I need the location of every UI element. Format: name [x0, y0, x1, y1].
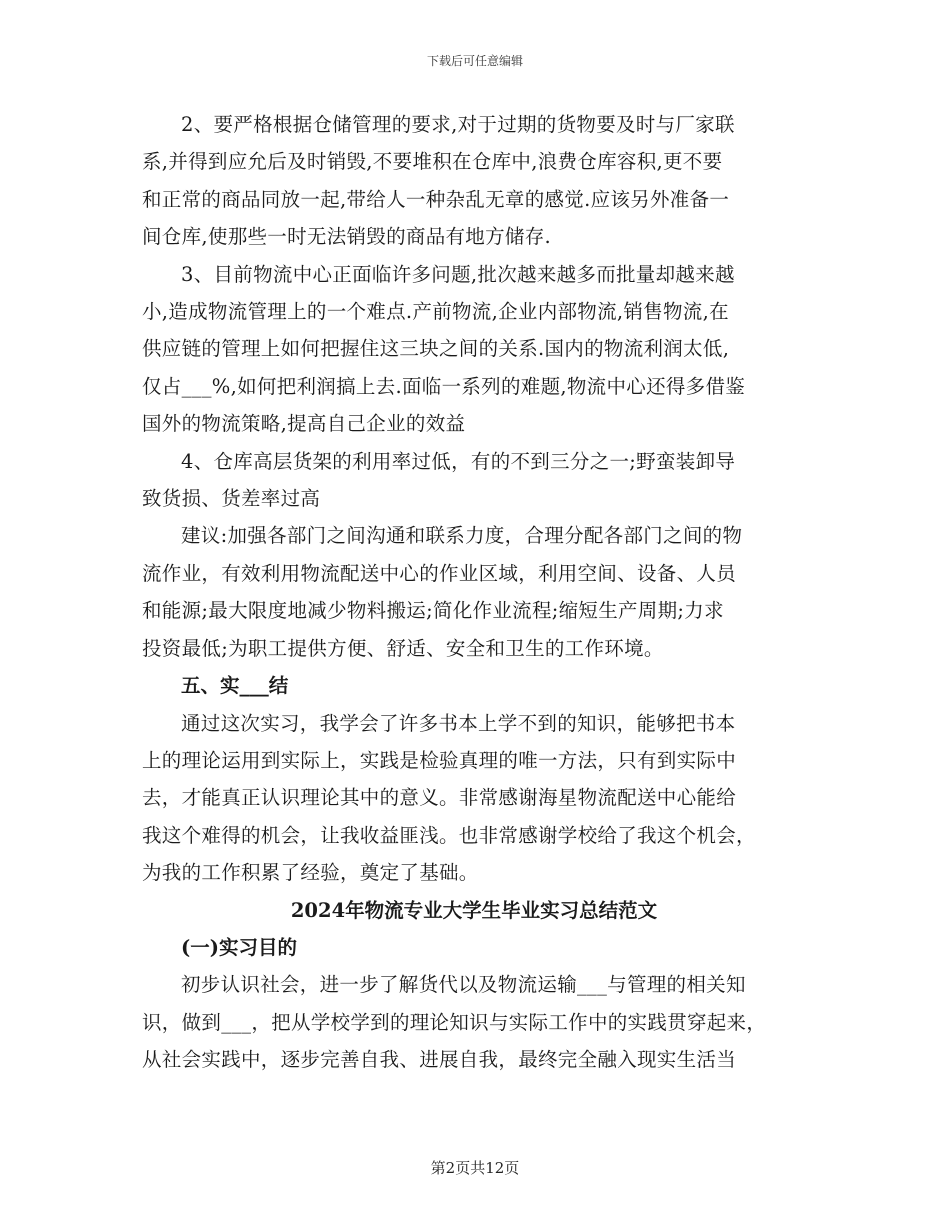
text-line: 国外的物流策略,提高自己企业的效益	[142, 412, 466, 436]
page-number: 第2页共12页	[430, 1159, 520, 1177]
text-line: 为我的工作积累了经验，奠定了基础。	[142, 861, 479, 885]
text-line: 仅占___%,如何把利润搞上去.面临一系列的难题,物流中心还得多借鉴	[142, 374, 746, 398]
text-line: 4、仓库高层货架的利用率过低，有的不到三分之一;野蛮装卸导	[181, 449, 736, 473]
text-line: 小,造成物流管理上的一个难点.产前物流,企业内部物流,销售物流,在	[142, 300, 729, 324]
text-line: 和正常的商品同放一起,带给人一种杂乱无章的感觉.应该另外准备一	[142, 187, 730, 211]
text-line: 我这个难得的机会，让我收益匪浅。也非常感谢学校给了我这个机会，	[142, 823, 756, 847]
text-line: 间仓库,使那些一时无法销毁的商品有地方储存.	[142, 225, 551, 249]
paragraph-summary	[142, 705, 806, 892]
text-line: 去，才能真正认识理论其中的意义。非常感谢海星物流配送中心能给	[142, 786, 737, 810]
text-line: 致货损、货差率过高	[142, 487, 321, 511]
text-line: 初步认识社会，进一步了解货代以及物流运输___与管理的相关知	[181, 973, 746, 997]
text-line: 上的理论运用到实际上，实践是检验真理的唯一方法，只有到实际中	[142, 748, 737, 772]
page-header-note: 下载后可任意编辑	[426, 54, 523, 68]
paragraph-item-4	[142, 443, 806, 518]
text-line: 系,并得到应允后及时销毁,不要堆积在仓库中,浪费仓库容积,更不要	[142, 150, 723, 174]
text-line: 2、要严格根据仓储管理的要求,对于过期的货物要及时与厂家联	[181, 113, 735, 136]
text-line: 从社会实践中，逐步完善自我、进展自我，最终完全融入现实生活当	[142, 1048, 737, 1072]
text-line: 3、目前物流中心正面临许多问题,批次越来越多而批量却越来越	[181, 262, 735, 286]
text-line: 供应链的管理上如何把握住这三块之间的关系.国内的物流利润太低,	[142, 337, 730, 361]
text-line: 通过这次实习，我学会了许多书本上学不到的知识，能够把书本	[181, 711, 736, 735]
text-line: 识，做到___，把从学校学到的理论知识与实际工作中的实践贯穿起来，	[142, 1010, 767, 1034]
text-line: 投资最低;为职工提供方便、舒适、安全和卫生的工作环境。	[142, 636, 664, 660]
text-line: 建议:加强各部门之间沟通和联系力度，合理分配各部门之间的物	[181, 524, 743, 548]
paragraph-purpose	[142, 966, 806, 1078]
paragraph-suggestion	[142, 517, 806, 667]
paragraph-item-2	[142, 106, 806, 256]
section-heading: 五、实___结	[181, 674, 289, 698]
document-body	[142, 106, 806, 1079]
paragraph-item-3	[142, 256, 806, 443]
text-line: 流作业，有效利用物流配送中心的作业区域，利用空间、设备、人员	[142, 561, 737, 585]
text-line: 和能源;最大限度地减少物料搬运;简化作业流程;缩短生产周期;力求	[142, 599, 724, 623]
sub-heading: (一)实习目的	[181, 935, 297, 959]
document-title: 2024年物流专业大学生毕业实习总结范文	[290, 898, 658, 922]
